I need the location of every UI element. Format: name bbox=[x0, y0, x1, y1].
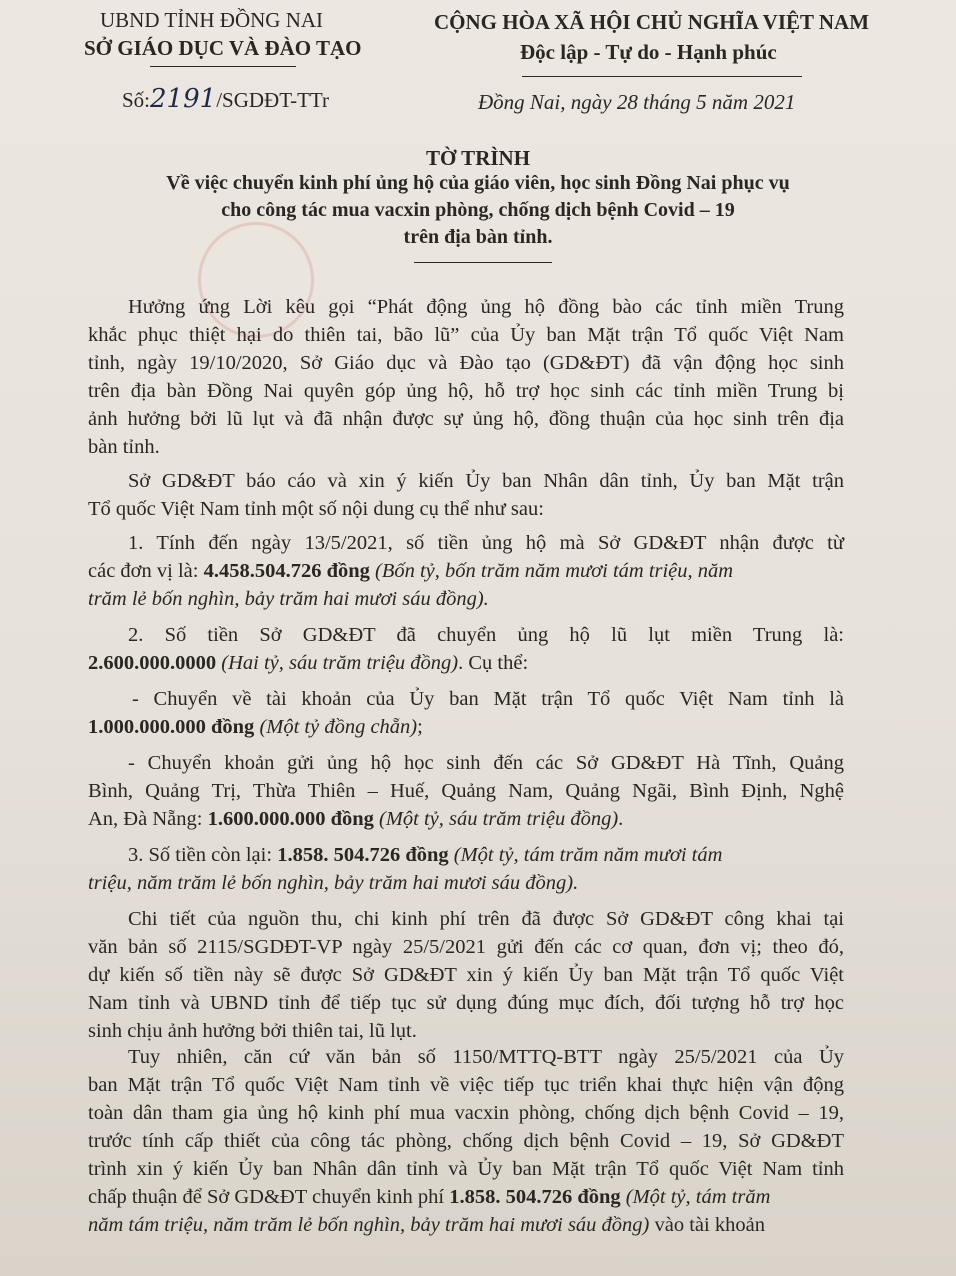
item2-amount-words: (Hai tỷ, sáu trăm triệu đồng) bbox=[216, 652, 459, 674]
item2-line-2 bbox=[88, 652, 844, 675]
item3-amount: 1.858. 504.726 đồng bbox=[277, 844, 449, 866]
p4-line-5: trình xin ý kiến Ủy ban Nhân dân tỉnh và Ủy ban Mặt trận Tổ quốc Việt Nam tỉnh bbox=[88, 1158, 844, 1180]
item2-sub1-line-2 bbox=[88, 716, 844, 739]
p4-line-1: Tuy nhiên, căn cứ văn bản số 1150/MTTQ-BTT ngày 25/5/2021 của Ủy bbox=[128, 1046, 844, 1068]
p3-line-5: sinh chịu ảnh hưởng bởi thiên tai, lũ lụt. bbox=[88, 1020, 417, 1042]
sub2-amount: 1.600.000.000 đồng bbox=[207, 808, 374, 830]
p1-line-1: Hưởng ứng Lời kêu gọi “Phát động ủng hộ đồng bào các tỉnh miền Trung bbox=[128, 296, 844, 318]
item3-line-1 bbox=[88, 844, 844, 867]
subject-line-3: trên địa bàn tỉnh. bbox=[403, 226, 553, 248]
country-name: CỘNG HÒA XÃ HỘI CHỦ NGHĨA VIỆT NAM bbox=[434, 10, 870, 34]
item2-sub2-line-2: Bình, Quảng Trị, Thừa Thiên – Huế, Quảng Nam, Quảng Ngãi, Bình Định, Nghệ bbox=[88, 780, 844, 802]
p4-line-7 bbox=[88, 1214, 844, 1237]
p1-line-3: tỉnh, ngày 19/10/2020, Sở Giáo dục và Đào tạo (GD&ĐT) đã vận động học sinh bbox=[88, 352, 844, 374]
item2-line-1: 2. Số tiền Sở GD&ĐT đã chuyển ủng hộ lũ lụt miền Trung là: bbox=[128, 624, 844, 646]
item2-tail: . Cụ thể: bbox=[458, 652, 529, 674]
p4-amount-words: (Một tỷ, tám trăm bbox=[620, 1186, 771, 1208]
document-date: Đồng Nai, ngày 28 tháng 5 năm 2021 bbox=[478, 90, 796, 114]
p2-line-2: Tổ quốc Việt Nam tỉnh một số nội dung cụ thể như sau: bbox=[88, 498, 544, 520]
p4-amount: 1.858. 504.726 đồng bbox=[449, 1186, 621, 1208]
p1-line-4: trên địa bàn Đồng Nai quyên góp ủng hộ, hỗ trợ học sinh các tỉnh miền Trung bị bbox=[88, 380, 844, 402]
item1-text: các đơn vị là: bbox=[88, 560, 204, 582]
item2-sub2-line-1: - Chuyển khoản gửi ủng hộ học sinh đến các Sở GD&ĐT Hà Tĩnh, Quảng bbox=[128, 752, 844, 774]
p1-line-5: ảnh hưởng bởi lũ lụt và đã nhận được sự ủng hộ, đồng thuận của học sinh trên địa bbox=[88, 408, 844, 430]
item1-line-3: trăm lẻ bốn nghìn, bảy trăm hai mươi sáu đồng). bbox=[88, 588, 489, 610]
agency-name: UBND TỈNH ĐỒNG NAI bbox=[100, 8, 324, 32]
item1-amount-words: (Bốn tỷ, bốn trăm năm mươi tám triệu, năm bbox=[369, 560, 734, 582]
sub1-tail: ; bbox=[417, 716, 423, 738]
p1-line-2: khắc phục thiệt hại do thiên tai, bão lũ” của Ủy ban Mặt trận Tổ quốc Việt Nam bbox=[88, 324, 844, 346]
p4-tail: vào tài khoản bbox=[649, 1214, 765, 1236]
handwritten-number: 2191 bbox=[150, 84, 217, 114]
p4-line-4: trước tính cấp thiết của công tác phòng, chống dịch bệnh Covid – 19, Sở GD&ĐT bbox=[88, 1130, 844, 1152]
department-name: SỞ GIÁO DỤC VÀ ĐÀO TẠO bbox=[84, 36, 362, 60]
p4-line-3: toàn dân tham gia ủng hộ kinh phí mua vacxin phòng, chống dịch bệnh Covid – 19, bbox=[88, 1102, 844, 1124]
item1-amount: 4.458.504.726 đồng bbox=[203, 560, 370, 582]
item1-line-1: 1. Tính đến ngày 13/5/2021, số tiền ủng hộ mà Sở GD&ĐT nhận được từ bbox=[128, 532, 844, 554]
motto: Độc lập - Tự do - Hạnh phúc bbox=[520, 40, 777, 64]
subject-line-1: Về việc chuyển kinh phí ủng hộ của giáo viên, học sinh Đồng Nai phục vụ bbox=[166, 172, 790, 194]
p3-line-2: văn bản số 2115/SGDĐT-VP ngày 25/5/2021 gửi đến các cơ quan, đơn vị; theo đó, bbox=[88, 936, 844, 958]
sub2-tail: . bbox=[618, 808, 624, 830]
p1-line-6: bàn tỉnh. bbox=[88, 436, 160, 458]
so-label: Số: bbox=[122, 88, 151, 112]
so-suffix: /SGDĐT-TTr bbox=[216, 88, 330, 112]
document-number bbox=[122, 84, 329, 114]
item3-text: 3. Số tiền còn lại: bbox=[128, 844, 278, 866]
p2-line-1: Sở GD&ĐT báo cáo và xin ý kiến Ủy ban Nhân dân tỉnh, Ủy ban Mặt trận bbox=[128, 470, 844, 492]
header-right-rule bbox=[522, 76, 802, 77]
p4-text: chấp thuận để Sở GD&ĐT chuyển kinh phí bbox=[88, 1186, 450, 1208]
subject-line-2: cho công tác mua vacxin phòng, chống dịch bệnh Covid – 19 bbox=[221, 199, 735, 221]
p4-line-6 bbox=[88, 1186, 844, 1209]
p4-amount-words-cont: năm tám triệu, năm trăm lẻ bốn nghìn, bảy trăm hai mươi sáu đồng) bbox=[88, 1214, 650, 1236]
item2-amount: 2.600.000.0000 bbox=[88, 652, 217, 674]
title-rule bbox=[414, 262, 552, 263]
item2-sub2-line-3 bbox=[88, 808, 844, 831]
document-title: TỜ TRÌNH bbox=[425, 146, 531, 170]
item3-amount-words: (Một tỷ, tám trăm năm mươi tám bbox=[448, 844, 723, 866]
p3-line-4: Nam tỉnh và UBND tỉnh để tiếp tục sử dụng đúng mục đích, đối tượng hỗ trợ học bbox=[88, 992, 844, 1014]
p3-line-3: dự kiến số tiền này sẽ được Sở GD&ĐT xin ý kiến Ủy ban Mặt trận Tổ quốc Việt bbox=[88, 964, 844, 986]
item3-line-2: triệu, năm trăm lẻ bốn nghìn, bảy trăm hai mươi sáu đồng). bbox=[88, 872, 579, 894]
p4-line-2: ban Mặt trận Tổ quốc Việt Nam tỉnh về việc tiếp tục triển khai thực hiện vận động bbox=[88, 1074, 844, 1096]
header-left-rule bbox=[150, 66, 296, 67]
sub2-amount-words: (Một tỷ, sáu trăm triệu đồng) bbox=[373, 808, 619, 830]
p3-line-1: Chi tiết của nguồn thu, chi kinh phí trên đã được Sở GD&ĐT công khai tại bbox=[128, 908, 844, 930]
item2-sub1-line-1: - Chuyển về tài khoản của Ủy ban Mặt trận Tổ quốc Việt Nam tỉnh là bbox=[132, 688, 844, 710]
sub2-text: An, Đà Nẵng: bbox=[88, 808, 208, 830]
sub1-amount-words: (Một tỷ đồng chẵn) bbox=[254, 716, 418, 738]
item1-line-2 bbox=[88, 560, 844, 583]
sub1-amount: 1.000.000.000 đồng bbox=[88, 716, 255, 738]
